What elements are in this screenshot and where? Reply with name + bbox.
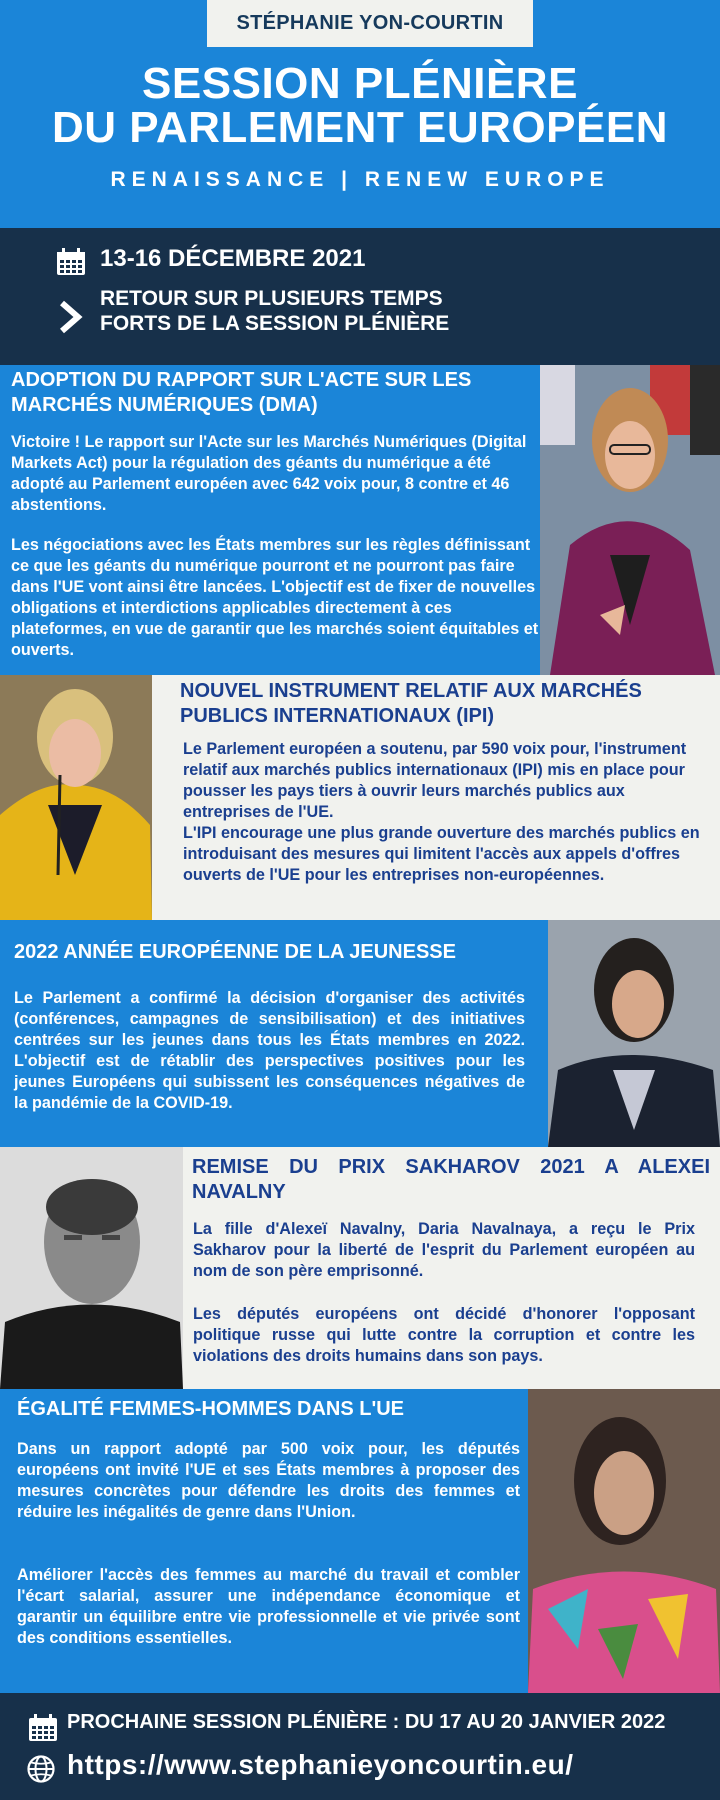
- section-title: ÉGALITÉ FEMMES-HOMMES DANS L'UE: [17, 1398, 404, 1420]
- section-title: NOUVEL INSTRUMENT RELATIF AUX MARCHÉS PUBLICS INTERNATIONAUX (IPI): [180, 680, 642, 727]
- section-paragraph: La fille d'Alexeï Navalny, Daria Navalnaya, a reçu le Prix Sakharov pour la liberté de l'esprit du Parlement européen au nom de son père emprisonné.: [193, 1220, 695, 1280]
- session-date: 13-16 DÉCEMBRE 2021: [100, 245, 366, 272]
- section-paragraph: Victoire ! Le rapport sur l'Acte sur les Marchés Numériques (Digital Markets Act) pour la régulation des géants du numérique a été adopté au Parlement européen avec 642 voix pour, 8 contre et 46 abstentions.: [11, 433, 527, 514]
- page-title: [0, 59, 720, 152]
- website-link[interactable]: https://www.stephanieyoncourtin.eu/: [67, 1749, 574, 1780]
- header: [0, 0, 720, 228]
- section-jeunesse: [0, 920, 720, 1147]
- date-band: [0, 228, 720, 365]
- title-line-2: DU PARLEMENT EUROPÉEN: [52, 103, 668, 152]
- speaker-photo: [0, 675, 152, 920]
- speaker-photo: [548, 920, 720, 1147]
- calendar-icon: [56, 248, 86, 276]
- intro-line-2: FORTS DE LA SESSION PLÉNIÈRE: [100, 312, 450, 335]
- chevron-right-icon: [56, 300, 86, 334]
- name-banner: [207, 0, 533, 47]
- section-paragraph: Les députés européens ont décidé d'honorer l'opposant politique russe qui lutte contre la corruption et contre les violations des droits humains dans son pays.: [193, 1305, 695, 1365]
- section-title: REMISE DU PRIX SAKHAROV 2021 A ALEXEI NAVALNY: [192, 1156, 710, 1203]
- speaker-photo: [540, 365, 720, 675]
- intro-line-1: RETOUR SUR PLUSIEURS TEMPS: [100, 287, 443, 310]
- section-paragraph: L'IPI encourage une plus grande ouverture des marchés publics en introduisant des mesures qui limitent l'accès aux appels d'offres ouverts de l'UE pour les entreprises non-européennes.: [183, 824, 700, 884]
- author-name: STÉPHANIE YON-COURTIN: [236, 12, 504, 34]
- section-paragraph: Le Parlement européen a soutenu, par 590 voix pour, l'instrument relatif aux marchés publics internationaux (IPI) mis en place pour pousser les pays tiers à ouvrir leurs marchés publics aux entreprises de l'UE.: [183, 740, 687, 821]
- footer: [0, 1693, 720, 1800]
- section-title: ADOPTION DU RAPPORT SUR L'ACTE SUR LES MARCHÉS NUMÉRIQUES (DMA): [11, 369, 472, 416]
- calendar-icon: [28, 1714, 58, 1742]
- section-paragraph: Améliorer l'accès des femmes au marché du travail et combler l'écart salarial, assurer une indépendance économique et garantir un équilibre entre vie professionnelle et vie privée sont des conditions essentielles.: [17, 1566, 520, 1647]
- intro-text: [100, 286, 660, 336]
- section-dma: [0, 365, 720, 675]
- page-subtitle: RENAISSANCE | RENEW EUROPE: [110, 168, 610, 191]
- section-paragraph: Dans un rapport adopté par 500 voix pour, les députés européens ont invité l'UE et ses États membres à proposer des mesures concrètes pour défendre les droits des femmes et réduire les inégalités de genre dans l'Union.: [17, 1440, 520, 1521]
- section-paragraph: Les négociations avec les États membres sur les règles définissant ce que les géants du numérique pourront et ne pourront pas faire dans l'UE vont ainsi être lancées. L'objectif est de fixer de nouvelles obligations et interdictions applicables directement à ces plateformes, en vue de garantir que les marchés soient équitables et ouverts.: [11, 536, 539, 659]
- title-line-1: SESSION PLÉNIÈRE: [142, 59, 578, 108]
- next-session-text: PROCHAINE SESSION PLÉNIÈRE : DU 17 AU 20 JANVIER 2022: [67, 1711, 666, 1733]
- section-paragraph: Le Parlement a confirmé la décision d'organiser des activités (conférences, campagnes de sensibilisation) et des initiatives centrées sur les jeunes dans tous les États membres en 2022. L'objectif est de rétablir des perspectives positives pour les jeunes Européens qui subissent les conséquences négatives de la pandémie de la COVID-19.: [14, 989, 525, 1112]
- speaker-photo: [528, 1389, 720, 1693]
- section-ipi: [0, 675, 720, 920]
- section-sakharov: [0, 1147, 720, 1389]
- section-egalite: [0, 1389, 720, 1693]
- section-title: 2022 ANNÉE EUROPÉENNE DE LA JEUNESSE: [14, 941, 456, 963]
- globe-icon: [26, 1754, 56, 1784]
- laureate-photo: [0, 1147, 183, 1389]
